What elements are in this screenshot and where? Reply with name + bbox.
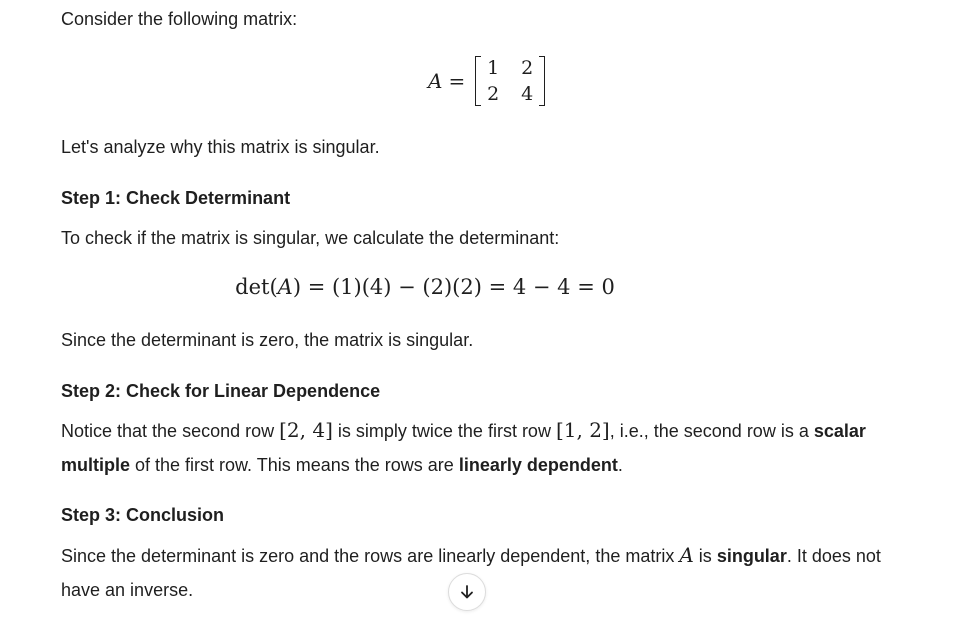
matrix-equation <box>428 53 545 109</box>
analyze-text: Let's analyze why this matrix is singular. <box>61 137 380 157</box>
step3-text-a: Since the determinant is zero and the rows are linearly dependent, the matrix <box>61 546 680 566</box>
matrix-cell: 4 <box>521 83 534 105</box>
linearly-dependent-bold: linearly dependent <box>458 455 618 475</box>
step2-text-b: is simply twice the first row <box>332 421 556 441</box>
equals-sign: = <box>448 69 466 93</box>
step1-conclusion: Since the determinant is zero, the matrix is singular. <box>61 330 474 350</box>
matrix-var: A <box>679 543 694 567</box>
step2-text-a: Notice that the second row <box>61 421 280 441</box>
step1-text: To check if the matrix is singular, we calculate the determinant: <box>61 228 560 248</box>
step3-text <box>61 538 911 607</box>
scalar-multiple-bold: scalar multiple <box>61 421 866 475</box>
matrix-lhs: A <box>428 69 443 93</box>
det-lhs: det( <box>235 275 278 299</box>
matrix-cell: 2 <box>521 57 534 79</box>
singular-bold: singular <box>716 546 787 566</box>
row1-vector: [1, 2] <box>555 418 610 442</box>
determinant-equation <box>0 270 911 304</box>
step2-text <box>61 413 911 482</box>
matrix-cell: 1 <box>487 57 500 79</box>
step3-text-b: is <box>693 546 717 566</box>
step3-text-c: . It does not have an inverse. <box>61 546 881 600</box>
step2-text-c: , i.e., the second row is a <box>609 421 814 441</box>
det-var: A <box>277 275 293 299</box>
intro-text: Consider the following matrix: <box>61 9 298 29</box>
scroll-to-bottom-button[interactable] <box>448 573 486 611</box>
step2-text-d: of the first row. This means the rows are <box>130 455 459 475</box>
step3-heading: Step 3: Conclusion <box>61 505 225 525</box>
step2-heading: Step 2: Check for Linear Dependence <box>61 381 381 401</box>
row2-vector: [2, 4] <box>279 418 333 442</box>
matrix-cell: 2 <box>487 83 500 105</box>
matrix-A <box>475 56 545 106</box>
det-rhs: ) = (1)(4) − (2)(2) = 4 − 4 = 0 <box>292 275 615 299</box>
step2-text-e: . <box>617 455 623 475</box>
step1-heading: Step 1: Check Determinant <box>61 188 291 208</box>
arrow-down-icon <box>458 583 476 601</box>
